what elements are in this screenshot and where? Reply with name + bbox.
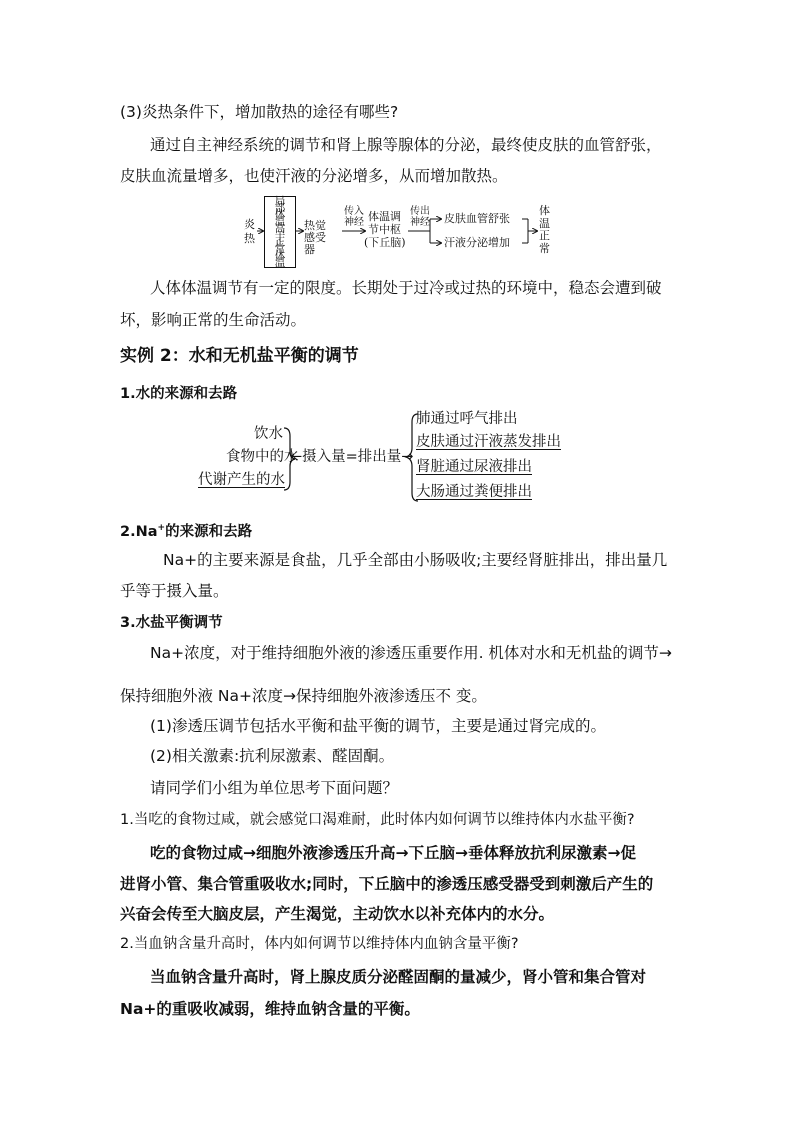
efferent-label: 传出神经 xyxy=(410,206,430,228)
source-food: 食物中的水 xyxy=(226,449,299,465)
start-label: 炎热 xyxy=(244,218,255,245)
center-line-2: 节中枢 xyxy=(368,223,401,236)
answer-1-line-2: 进肾小管、集合管重吸收水;同时，下丘脑中的渗透压感受器受到刺激后产生的 xyxy=(120,875,654,893)
section-3-item-2: (2)相关激素:抗利尿激素、醛固酮。 xyxy=(150,747,395,765)
section-2-line-1: Na+的主要来源是食盐，几乎全部由小肠吸收;主要经肾脏排出，排出量几 xyxy=(163,551,668,569)
intake-equals-output: ←摄入量=排出量→ xyxy=(290,449,414,465)
effect-1: 皮肤血管舒张 xyxy=(444,212,510,225)
output-skin: 皮肤通过汗液蒸发排出 xyxy=(416,434,561,450)
receptor-label: 热觉感受器 xyxy=(304,219,326,256)
section-2-title: 2.Na+的来源和去路 xyxy=(120,523,253,540)
output-kidney: 肾脏通过尿液排出 xyxy=(416,459,532,475)
afferent-label: 传入神经 xyxy=(344,206,364,228)
question-2: 2.当血钠含量升高时，体内如何调节以维持体内血钠含量平衡? xyxy=(120,936,519,952)
section-1-title: 1.水的来源和去路 xyxy=(120,386,238,402)
effect-2: 汗液分泌增加 xyxy=(444,236,510,249)
output-intestine: 大肠通过粪便排出 xyxy=(416,484,532,500)
example-2-title: 实例 2：水和无机盐平衡的调节 xyxy=(120,346,359,366)
answer-1-line-1: 吃的食物过咸→细胞外液渗透压升高→下丘脑→垂体释放抗利尿激素→促 xyxy=(150,844,636,862)
center-line-1: 体温调 xyxy=(368,210,401,223)
section-3-title: 3.水盐平衡调节 xyxy=(120,615,223,631)
question-1: 1.当吃的食物过咸，就会感觉口渴难耐，此时体内如何调节以维持体内水盐平衡? xyxy=(120,812,635,828)
box-text-col1: 局部体温高于正常体温 xyxy=(274,195,286,270)
section-2-line-2: 乎等于摄入量。 xyxy=(120,582,229,600)
output-lungs: 肺通过呼气排出 xyxy=(416,411,518,427)
source-drinking: 饮水 xyxy=(254,426,283,442)
source-metabolic: 代谢产生的水 xyxy=(198,472,285,488)
answer-3-line-1: 通过自主神经系统的调节和肾上腺等腺体的分泌，最终使皮肤的血管舒张， xyxy=(150,136,662,154)
question-3: (3)炎热条件下，增加散热的途径有哪些? xyxy=(120,103,399,121)
answer-1-line-3: 兴奋会传至大脑皮层，产生渴觉，主动饮水以补充体内的水分。 xyxy=(120,905,555,923)
limit-line-2: 坏，影响正常的生命活动。 xyxy=(120,311,307,329)
section-3-item-1: (1)渗透压调节包括水平衡和盐平衡的调节，主要是通过肾完成的。 xyxy=(150,717,606,735)
group-prompt: 请同学们小组为单位思考下面问题？ xyxy=(150,779,399,797)
answer-2-line-2: Na+的重吸收减弱，维持血钠含量的平衡。 xyxy=(120,1000,420,1018)
answer-3-line-2: 皮肤血流量增多，也使汗液的分泌增多，从而增加散热。 xyxy=(120,167,508,185)
limit-line-1: 人体体温调节有一定的限度。长期处于过冷或过热的环境中，稳态会遭到破 xyxy=(150,279,662,297)
section-3-line-2: 保持细胞外液 Na+浓度→保持细胞外液渗透压不 变。 xyxy=(120,687,487,705)
answer-2-line-1: 当血钠含量升高时，肾上腺皮质分泌醛固酮的量减少，肾小管和集合管对 xyxy=(150,968,647,986)
center-line-3: (下丘脑) xyxy=(364,236,406,249)
section-3-line-1: Na+浓度，对于维持细胞外液的渗透压重要作用. 机体对水和无机盐的调节→ xyxy=(150,644,672,662)
result-label: 体温正常 xyxy=(539,204,550,255)
